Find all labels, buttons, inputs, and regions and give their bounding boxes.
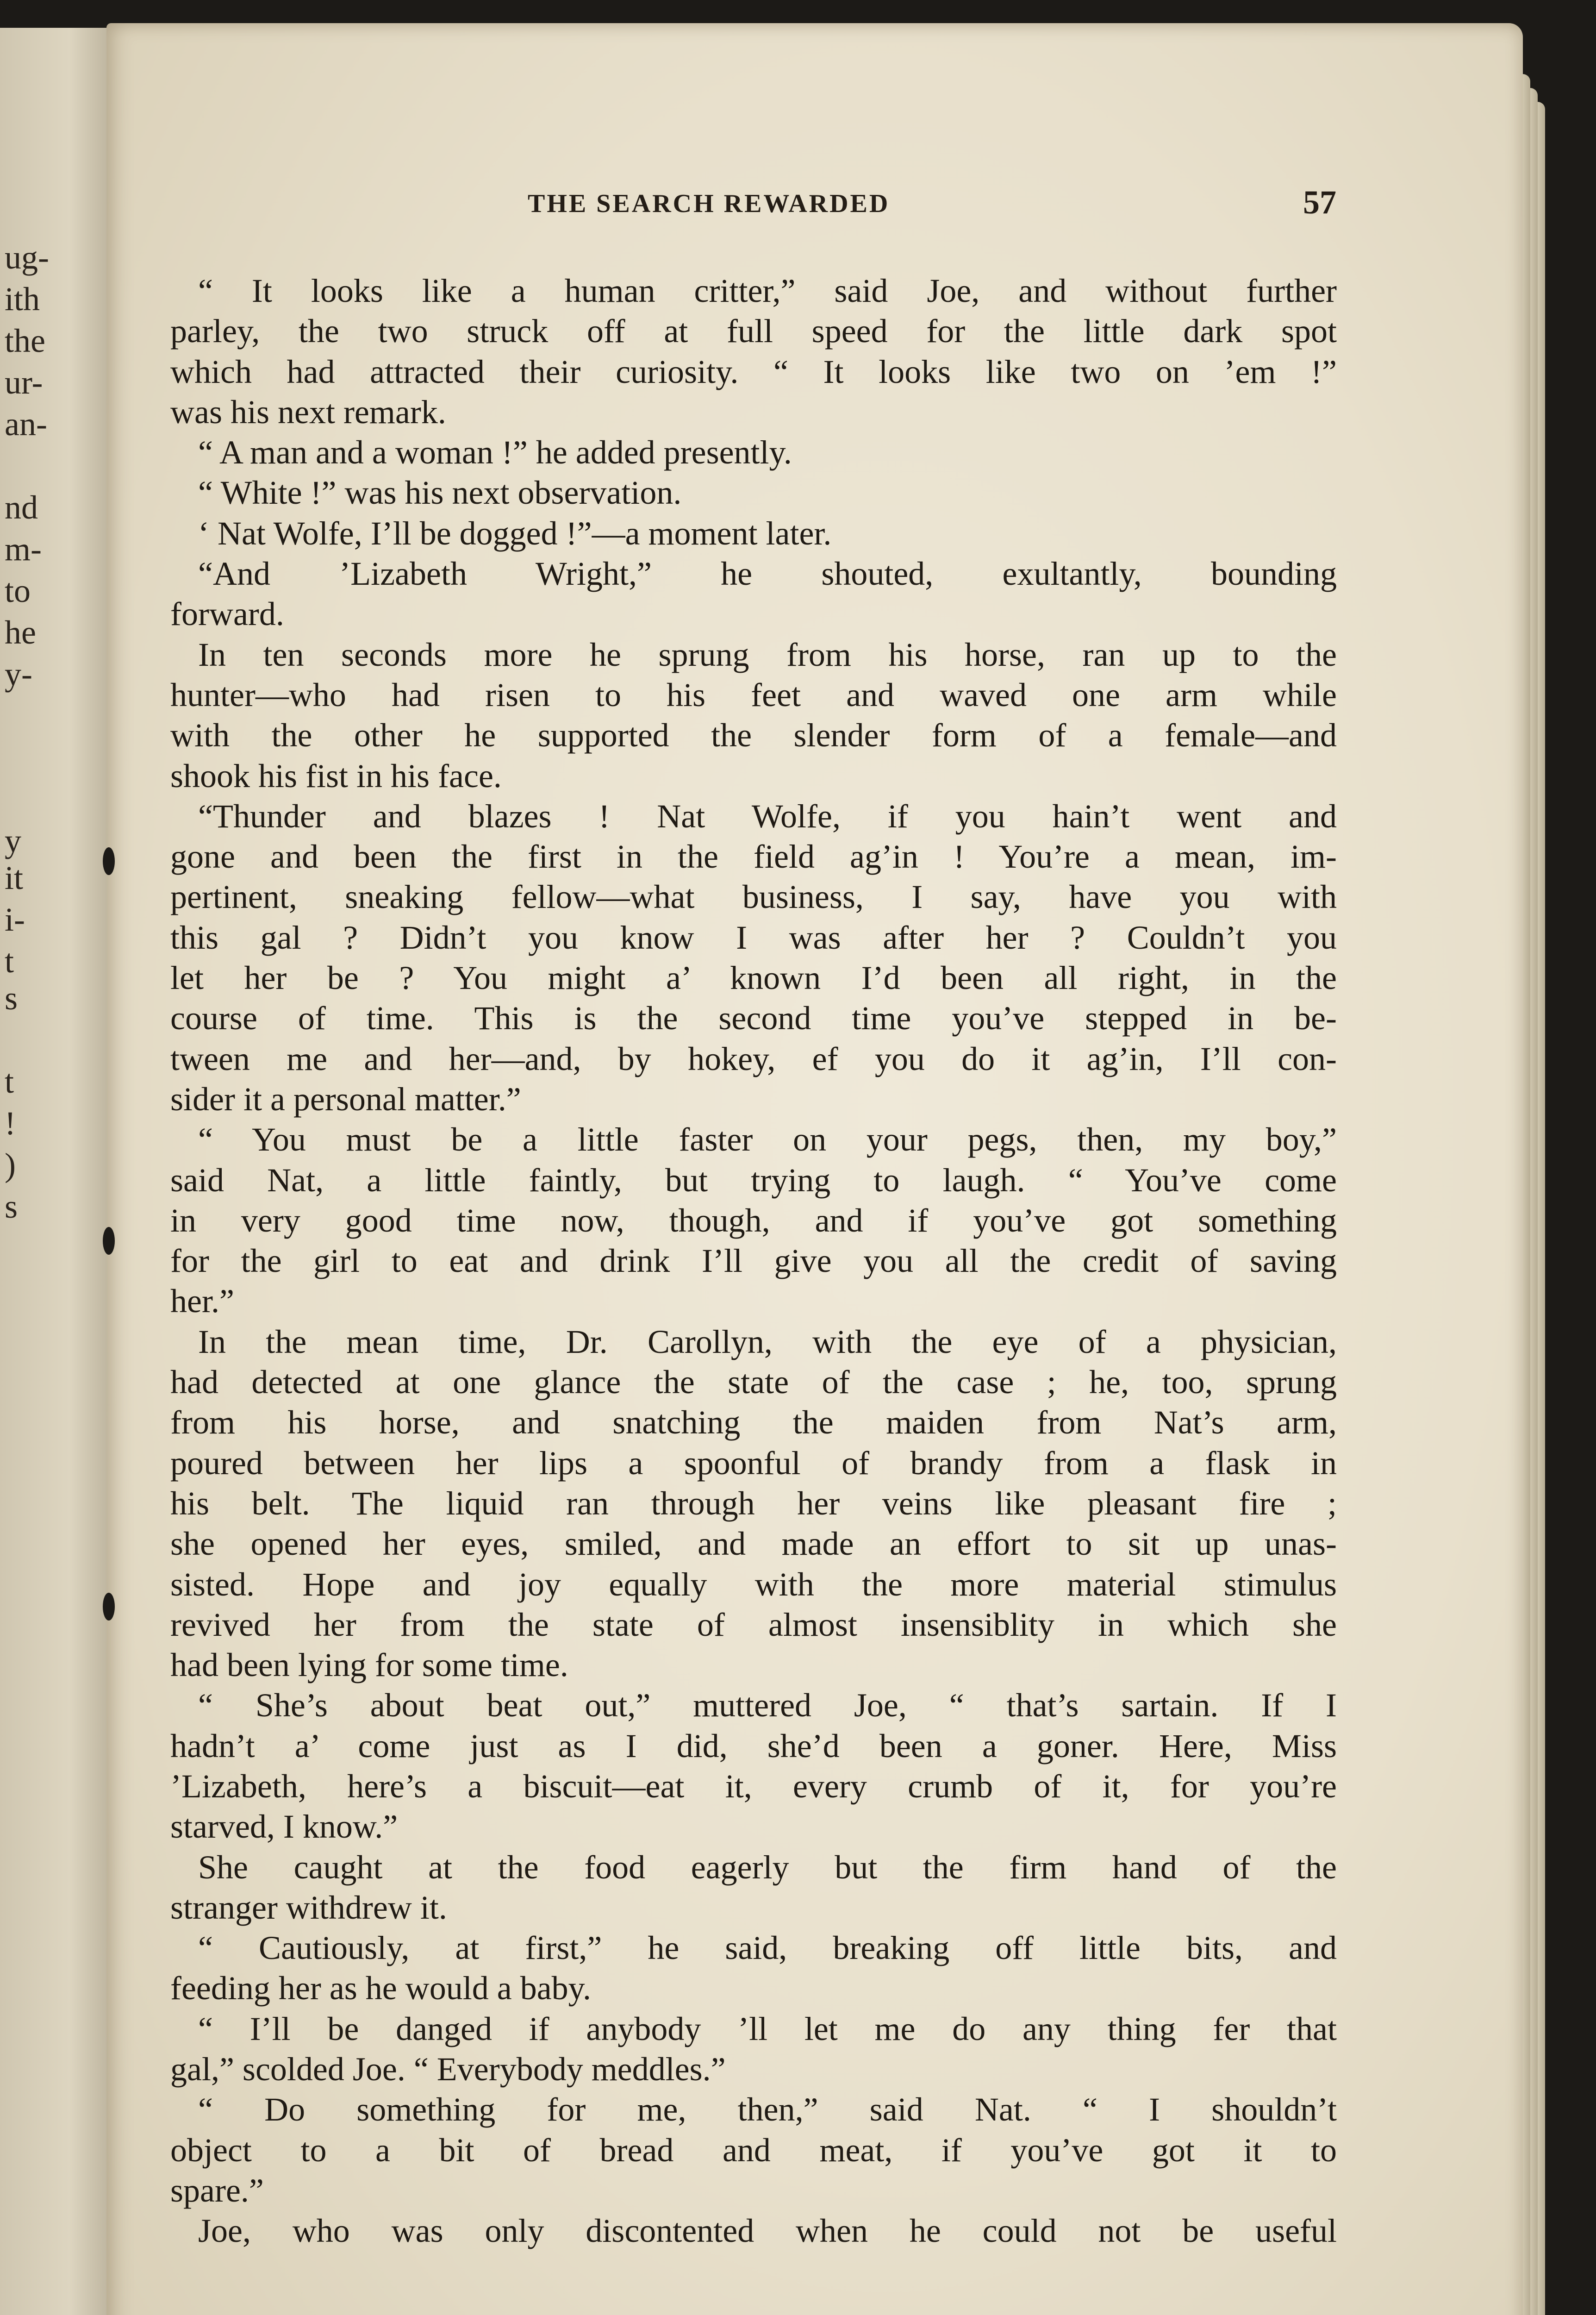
text-line: ’Lizabeth, here’s a biscuit—eat it, every crumb of it, for you’re bbox=[170, 1767, 1337, 1805]
text-line: spare.” bbox=[170, 2171, 264, 2209]
text-line: hunter—who had risen to his feet and waved one arm while bbox=[170, 676, 1337, 713]
previous-page-fragment: s bbox=[5, 980, 18, 1017]
previous-page-fragment: ) bbox=[5, 1146, 16, 1183]
page-stack-edge bbox=[1523, 74, 1530, 2315]
text-line: gal,” scolded Joe. “ Everybody meddles.” bbox=[170, 2051, 726, 2088]
text-line: tween me and her—and, by hokey, ef you do it ag’in, I’ll con- bbox=[170, 1040, 1337, 1077]
previous-page-fragment: it bbox=[5, 859, 24, 896]
text-line: “ She’s about beat out,” muttered Joe, “ that’s sartain. If I bbox=[198, 1687, 1337, 1724]
text-line: had detected at one glance the state of the case ; he, too, sprung bbox=[170, 1364, 1337, 1401]
body-text bbox=[170, 271, 1337, 2252]
text-line: Joe, who was only discontented when he could not be useful bbox=[198, 2212, 1337, 2250]
text-line: “ White !” was his next observation. bbox=[198, 474, 682, 512]
text-line: shook his fist in his face. bbox=[170, 757, 502, 795]
binding-hole bbox=[103, 1227, 115, 1255]
text-line: object to a bit of bread and meat, if you’ve got it to bbox=[170, 2131, 1337, 2169]
text-line: stranger withdrew it. bbox=[170, 1889, 447, 1926]
previous-page-fragment: the bbox=[5, 322, 45, 359]
text-line: “Thunder and blazes ! Nat Wolfe, if you hain’t went and bbox=[198, 797, 1337, 835]
text-line: pertinent, sneaking fellow—what business, I say, have you with bbox=[170, 878, 1337, 916]
text-line: “ I’ll be danged if anybody ’ll let me do any thing fer that bbox=[198, 2010, 1337, 2047]
previous-page-fragment: s bbox=[5, 1188, 18, 1225]
previous-page-fragment: y- bbox=[5, 656, 32, 693]
previous-page-fragment: y bbox=[5, 822, 21, 859]
text-line: with the other he supported the slender form of a female—and bbox=[170, 717, 1337, 754]
text-line: “ Do something for me, then,” said Nat. “ I shouldn’t bbox=[198, 2091, 1337, 2128]
text-line: starved, I know.” bbox=[170, 1808, 398, 1846]
previous-page-edge bbox=[0, 28, 116, 2315]
previous-page-fragment: i- bbox=[5, 901, 25, 938]
binding-hole bbox=[103, 847, 115, 875]
text-line: sisted. Hope and joy equally with the more material stimulus bbox=[170, 1565, 1337, 1603]
previous-page-fragment: t bbox=[5, 943, 14, 980]
text-line: was his next remark. bbox=[170, 393, 446, 431]
page-stack-edge bbox=[1530, 88, 1538, 2315]
page-stack-edge bbox=[1538, 102, 1545, 2315]
previous-page-fragment: ur- bbox=[5, 364, 43, 401]
binding-hole bbox=[103, 1593, 115, 1620]
text-line: ‘ Nat Wolfe, I’ll be dogged !”—a moment later. bbox=[198, 514, 832, 552]
text-line: poured between her lips a spoonful of brandy from a flask in bbox=[170, 1444, 1337, 1482]
text-line: course of time. This is the second time you’ve stepped in be- bbox=[170, 1000, 1337, 1037]
text-line: She caught at the food eagerly but the firm hand of the bbox=[198, 1848, 1337, 1886]
text-line: “ You must be a little faster on your pegs, then, my boy,” bbox=[198, 1121, 1337, 1158]
text-line: “And ’Lizabeth Wright,” he shouted, exultantly, bounding bbox=[198, 555, 1337, 593]
text-line: which had attracted their curiosity. “ It looks like two on ’em !” bbox=[170, 353, 1337, 390]
text-line: in very good time now, though, and if you’ve got something bbox=[170, 1201, 1337, 1239]
text-line: for the girl to eat and drink I’ll give you all the credit of saving bbox=[170, 1242, 1337, 1280]
text-line: this gal ? Didn’t you know I was after her ? Couldn’t you bbox=[170, 919, 1337, 956]
text-line: In the mean time, Dr. Carollyn, with the eye of a physician, bbox=[198, 1323, 1337, 1360]
text-line: parley, the two struck off at full speed for the little dark spot bbox=[170, 313, 1337, 350]
running-head: THE SEARCH REWARDED bbox=[528, 189, 890, 218]
previous-page-fragment: m- bbox=[5, 531, 42, 568]
page-number: 57 bbox=[1303, 184, 1336, 221]
text-line: her.” bbox=[170, 1283, 234, 1320]
text-line: from his horse, and snatching the maiden from Nat’s arm, bbox=[170, 1404, 1337, 1441]
text-line: hadn’t a’ come just as I did, she’d been a goner. Here, Miss bbox=[170, 1727, 1337, 1764]
text-line: said Nat, a little faintly, but trying to laugh. “ You’ve come bbox=[170, 1161, 1337, 1199]
text-line: had been lying for some time. bbox=[170, 1646, 568, 1684]
previous-page-fragment: t bbox=[5, 1063, 14, 1100]
previous-page-fragment: an- bbox=[5, 406, 47, 443]
text-line: “ A man and a woman !” he added presently. bbox=[198, 434, 792, 471]
previous-page-fragment: he bbox=[5, 614, 36, 651]
text-line: In ten seconds more he sprung from his horse, ran up to the bbox=[198, 636, 1337, 673]
text-line: revived her from the state of almost insensiblity in which she bbox=[170, 1606, 1337, 1643]
text-line: “ Cautiously, at first,” he said, breaking off little bits, and bbox=[198, 1929, 1337, 1967]
text-line: let her be ? You might a’ known I’d been all right, in the bbox=[170, 959, 1337, 997]
previous-page-fragment: ug- bbox=[5, 239, 49, 276]
text-line: sider it a personal matter.” bbox=[170, 1080, 521, 1118]
previous-page-fragment: to bbox=[5, 572, 31, 609]
previous-page-fragment: ! bbox=[5, 1105, 16, 1142]
text-line: his belt. The liquid ran through her veins like pleasant fire ; bbox=[170, 1484, 1337, 1522]
previous-page-fragment: nd bbox=[5, 489, 38, 526]
text-line: feeding her as he would a baby. bbox=[170, 1970, 591, 2007]
text-line: she opened her eyes, smiled, and made an effort to sit up unas- bbox=[170, 1525, 1337, 1563]
previous-page-fragment: ith bbox=[5, 281, 40, 318]
text-line: forward. bbox=[170, 595, 284, 633]
text-line: “ It looks like a human critter,” said Joe, and without further bbox=[198, 272, 1337, 309]
text-line: gone and been the first in the field ag’in ! You’re a mean, im- bbox=[170, 838, 1337, 876]
